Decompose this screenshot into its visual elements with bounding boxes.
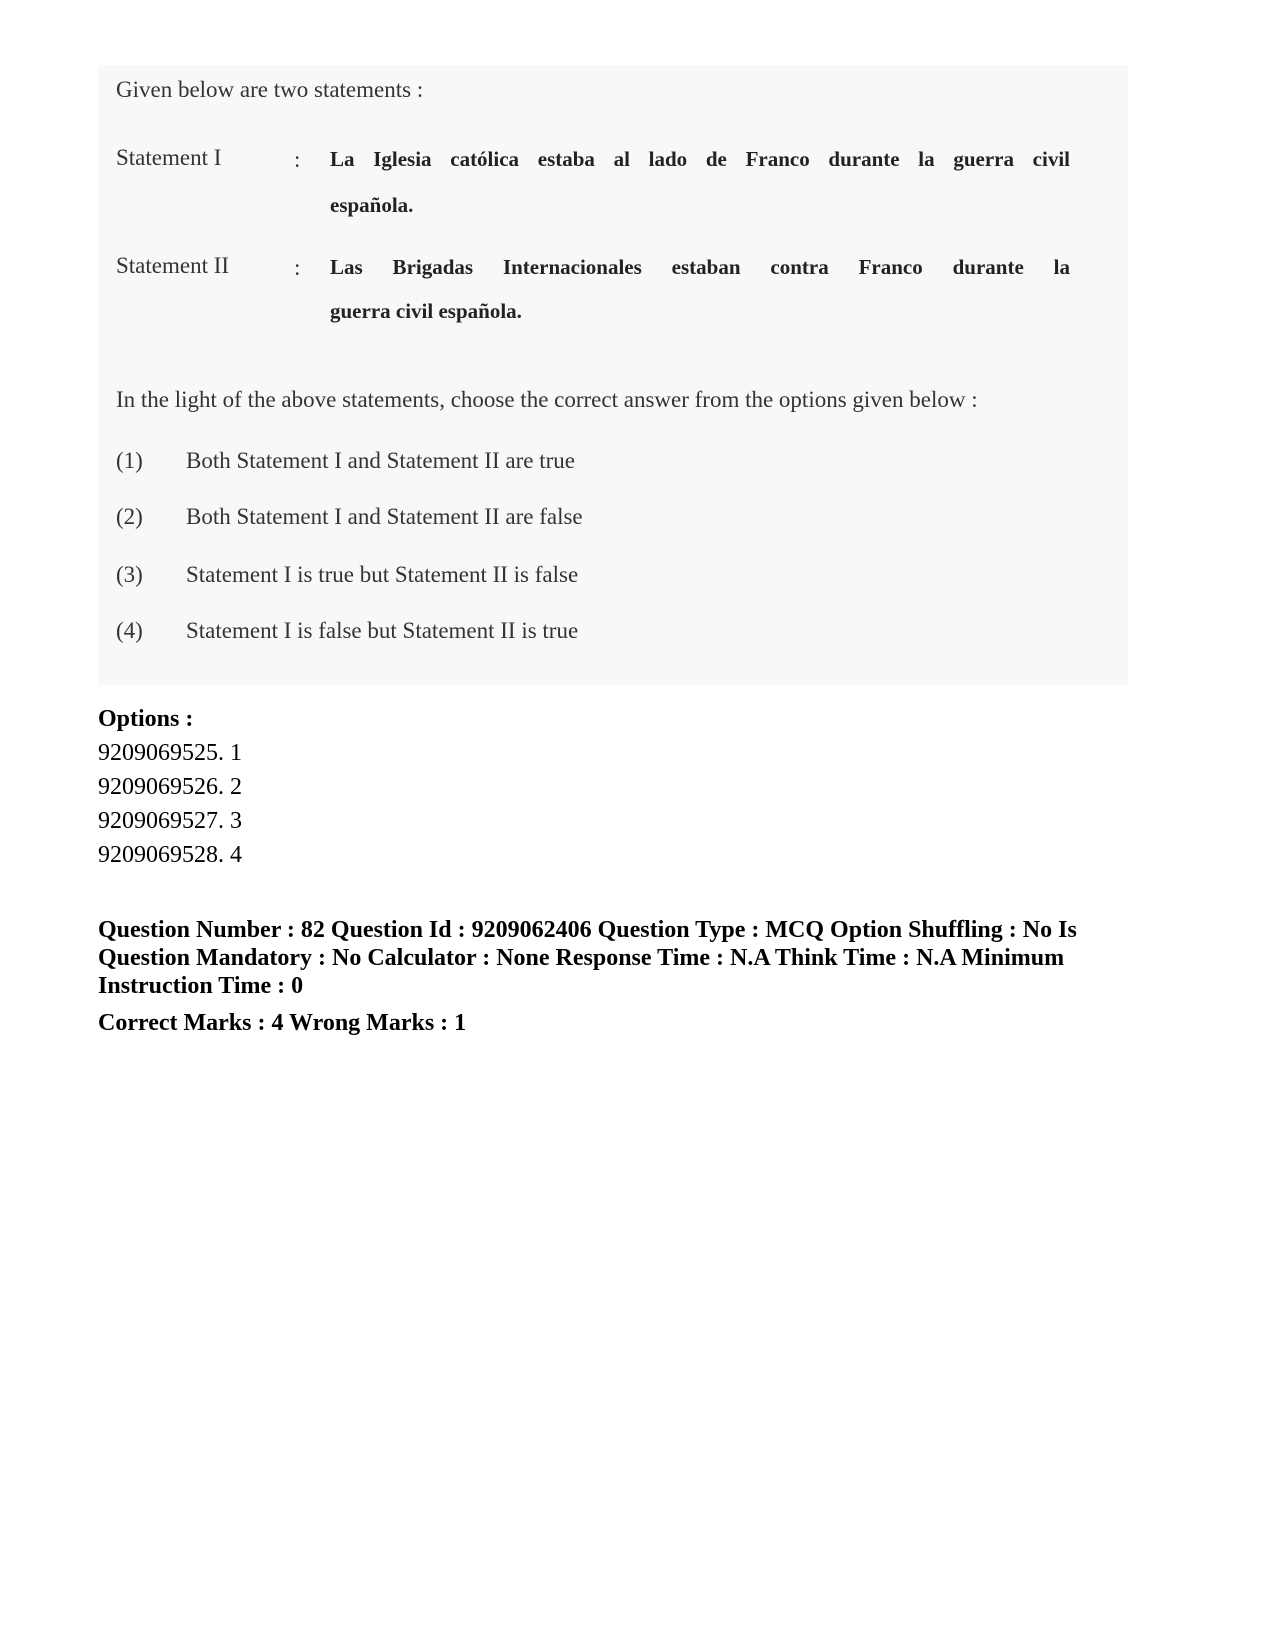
- option-id-1: 9209069525. 1: [98, 740, 242, 766]
- statement-2-line2: guerra civil española.: [330, 299, 522, 323]
- statement-1-line1: La Iglesia católica estaba al lado de Franco durante la guerra civil: [330, 147, 1070, 171]
- options-heading: Options :: [98, 706, 194, 732]
- choice-3-text: Statement I is true but Statement II is false: [186, 562, 579, 587]
- question-instruction: In the light of the above statements, choose the correct answer from the options given below :: [116, 387, 978, 412]
- option-id-4: 9209069528. 4: [98, 842, 242, 868]
- question-intro: Given below are two statements :: [116, 77, 424, 102]
- option-id-3: 9209069527. 3: [98, 808, 242, 834]
- options-list: [98, 702, 242, 872]
- statement-2-label: Statement II: [116, 253, 230, 278]
- choice-4-number: (4): [116, 618, 143, 643]
- choice-1-text: Both Statement I and Statement II are true: [186, 448, 575, 473]
- statement-1-colon: :: [294, 147, 301, 172]
- choice-2-number: (2): [116, 504, 143, 529]
- statement-1-label: Statement I: [116, 145, 222, 170]
- statement-2-line1: Las Brigadas Internacionales estaban contra Franco durante la: [330, 255, 1070, 279]
- choice-2-text: Both Statement I and Statement II are false: [186, 504, 583, 529]
- statement-1-line2: española.: [330, 193, 414, 217]
- question-metadata: Question Number : 82 Question Id : 9209062406 Question Type : MCQ Option Shuffling : No Is Question Mandatory : No Calculator : None Response Time : N.A Think Time : N.A Minimum Instruction Time : 0: [98, 917, 1077, 999]
- choice-1-number: (1): [116, 448, 143, 473]
- option-id-2: 9209069526. 2: [98, 774, 242, 800]
- statement-2-colon: :: [294, 255, 301, 280]
- marks-info: Correct Marks : 4 Wrong Marks : 1: [98, 1010, 467, 1036]
- choice-4-text: Statement I is false but Statement II is true: [186, 618, 579, 643]
- choice-3-number: (3): [116, 562, 143, 587]
- question-image: [98, 65, 1128, 685]
